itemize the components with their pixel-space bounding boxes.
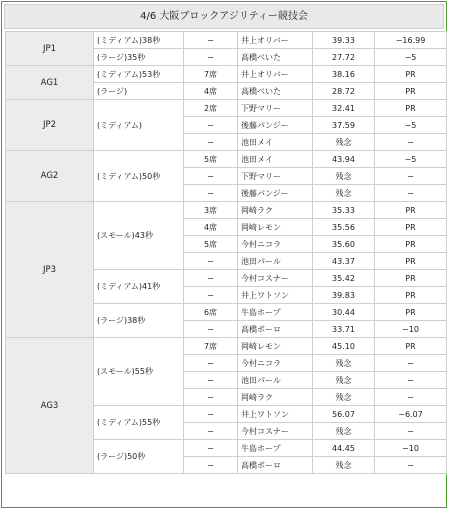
result-cell: PR bbox=[375, 270, 447, 287]
class-cell: AG3 bbox=[6, 338, 94, 474]
result-cell: PR bbox=[375, 83, 447, 100]
time-cell: 残念 bbox=[313, 168, 375, 185]
result-cell: PR bbox=[375, 66, 447, 83]
handler-cell: 井上ワトソン bbox=[238, 287, 313, 304]
time-cell: 44.45 bbox=[313, 440, 375, 457]
time-cell: 残念 bbox=[313, 389, 375, 406]
result-cell: PR bbox=[375, 219, 447, 236]
class-cell: JP1 bbox=[6, 32, 94, 66]
handler-cell: 池田パール bbox=[238, 372, 313, 389]
class-cell: AG1 bbox=[6, 66, 94, 100]
handler-cell: 今村コスナー bbox=[238, 270, 313, 287]
rank-cell: − bbox=[184, 355, 238, 372]
class-cell: AG2 bbox=[6, 151, 94, 202]
rank-cell: − bbox=[184, 287, 238, 304]
time-cell: 30.44 bbox=[313, 304, 375, 321]
time-cell: 56.07 bbox=[313, 406, 375, 423]
rank-cell: − bbox=[184, 117, 238, 134]
results-panel bbox=[1, 1, 447, 508]
rank-cell: − bbox=[184, 389, 238, 406]
condition-cell: (ラージ)50秒 bbox=[94, 440, 184, 474]
table-row bbox=[6, 66, 447, 83]
handler-cell: 岡崎ラク bbox=[238, 202, 313, 219]
time-cell: 33.71 bbox=[313, 321, 375, 338]
rank-cell: − bbox=[184, 253, 238, 270]
handler-cell: 岡崎レモン bbox=[238, 219, 313, 236]
rank-cell: 6席 bbox=[184, 304, 238, 321]
rank-cell: − bbox=[184, 32, 238, 49]
rank-cell: − bbox=[184, 168, 238, 185]
rank-cell: − bbox=[184, 270, 238, 287]
time-cell: 45.10 bbox=[313, 338, 375, 355]
handler-cell: 下野マリー bbox=[238, 100, 313, 117]
time-cell: 残念 bbox=[313, 372, 375, 389]
condition-cell: (ミディアム)53秒 bbox=[94, 66, 184, 83]
handler-cell: 牛島ホープ bbox=[238, 304, 313, 321]
table-row bbox=[6, 202, 447, 219]
rank-cell: 2席 bbox=[184, 100, 238, 117]
rank-cell: − bbox=[184, 440, 238, 457]
handler-cell: 高橋ベいた bbox=[238, 49, 313, 66]
time-cell: 残念 bbox=[313, 423, 375, 440]
class-cell: JP3 bbox=[6, 202, 94, 338]
rank-cell: − bbox=[184, 423, 238, 440]
time-cell: 35.60 bbox=[313, 236, 375, 253]
result-cell: PR bbox=[375, 100, 447, 117]
rank-cell: − bbox=[184, 457, 238, 474]
time-cell: 35.33 bbox=[313, 202, 375, 219]
result-cell: − bbox=[375, 457, 447, 474]
table-row bbox=[6, 338, 447, 355]
condition-cell: (ミディアム)50秒 bbox=[94, 151, 184, 202]
result-cell: − bbox=[375, 134, 447, 151]
handler-cell: 今村ニコラ bbox=[238, 355, 313, 372]
result-cell: PR bbox=[375, 202, 447, 219]
result-cell: − bbox=[375, 389, 447, 406]
rank-cell: − bbox=[184, 134, 238, 151]
time-cell: 39.33 bbox=[313, 32, 375, 49]
result-cell: − bbox=[375, 372, 447, 389]
time-cell: 28.72 bbox=[313, 83, 375, 100]
rank-cell: 7席 bbox=[184, 338, 238, 355]
handler-cell: 後藤パンジー bbox=[238, 117, 313, 134]
result-cell: PR bbox=[375, 287, 447, 304]
condition-cell: (ミディアム)41秒 bbox=[94, 270, 184, 304]
table-row bbox=[6, 100, 447, 117]
table-row bbox=[6, 151, 447, 168]
result-cell: PR bbox=[375, 236, 447, 253]
rank-cell: 5席 bbox=[184, 236, 238, 253]
condition-cell: (ミディアム)55秒 bbox=[94, 406, 184, 440]
result-cell: − bbox=[375, 185, 447, 202]
result-cell: −10 bbox=[375, 440, 447, 457]
handler-cell: 今村コスナー bbox=[238, 423, 313, 440]
result-cell: −5 bbox=[375, 49, 447, 66]
result-cell: −16.99 bbox=[375, 32, 447, 49]
handler-cell: 高橋ポーロ bbox=[238, 321, 313, 338]
handler-cell: 牛島ホープ bbox=[238, 440, 313, 457]
time-cell: 35.42 bbox=[313, 270, 375, 287]
time-cell: 43.94 bbox=[313, 151, 375, 168]
condition-cell: (ラージ) bbox=[94, 83, 184, 100]
condition-cell: (スモール)55秒 bbox=[94, 338, 184, 406]
rank-cell: 3席 bbox=[184, 202, 238, 219]
rank-cell: − bbox=[184, 321, 238, 338]
result-cell: PR bbox=[375, 304, 447, 321]
rank-cell: 4席 bbox=[184, 83, 238, 100]
rank-cell: 7席 bbox=[184, 66, 238, 83]
handler-cell: 井上オリバー bbox=[238, 66, 313, 83]
result-cell: PR bbox=[375, 253, 447, 270]
handler-cell: 池田パール bbox=[238, 253, 313, 270]
condition-cell: (ミディアム) bbox=[94, 100, 184, 151]
result-cell: − bbox=[375, 423, 447, 440]
time-cell: 37.59 bbox=[313, 117, 375, 134]
time-cell: 残念 bbox=[313, 134, 375, 151]
time-cell: 32.41 bbox=[313, 100, 375, 117]
result-cell: −5 bbox=[375, 151, 447, 168]
handler-cell: 池田メイ bbox=[238, 134, 313, 151]
table-row bbox=[6, 32, 447, 49]
rank-cell: − bbox=[184, 372, 238, 389]
result-cell: PR bbox=[375, 338, 447, 355]
time-cell: 39.83 bbox=[313, 287, 375, 304]
handler-cell: 高橋ポーロ bbox=[238, 457, 313, 474]
time-cell: 43.37 bbox=[313, 253, 375, 270]
rank-cell: − bbox=[184, 185, 238, 202]
result-cell: −5 bbox=[375, 117, 447, 134]
condition-cell: (ラージ)38秒 bbox=[94, 304, 184, 338]
result-cell: −10 bbox=[375, 321, 447, 338]
result-cell: −6.07 bbox=[375, 406, 447, 423]
time-cell: 残念 bbox=[313, 355, 375, 372]
result-cell: − bbox=[375, 168, 447, 185]
rank-cell: 4席 bbox=[184, 219, 238, 236]
handler-cell: 下野マリー bbox=[238, 168, 313, 185]
class-cell: JP2 bbox=[6, 100, 94, 151]
rank-cell: − bbox=[184, 49, 238, 66]
handler-cell: 高橋ベいた bbox=[238, 83, 313, 100]
handler-cell: 岡崎ラク bbox=[238, 389, 313, 406]
results-table bbox=[5, 31, 447, 474]
time-cell: 残念 bbox=[313, 457, 375, 474]
time-cell: 38.16 bbox=[313, 66, 375, 83]
handler-cell: 後藤パンジー bbox=[238, 185, 313, 202]
result-cell: − bbox=[375, 355, 447, 372]
handler-cell: 岡崎レモン bbox=[238, 338, 313, 355]
condition-cell: (スモール)43秒 bbox=[94, 202, 184, 270]
rank-cell: − bbox=[184, 406, 238, 423]
time-cell: 35.56 bbox=[313, 219, 375, 236]
page-title: 4/6 大阪ブロックアジリティー競技会 bbox=[4, 4, 444, 29]
handler-cell: 池田メイ bbox=[238, 151, 313, 168]
condition-cell: (ミディアム)38秒 bbox=[94, 32, 184, 49]
handler-cell: 井上オリバー bbox=[238, 32, 313, 49]
rank-cell: 5席 bbox=[184, 151, 238, 168]
condition-cell: (ラージ)35秒 bbox=[94, 49, 184, 66]
handler-cell: 今村ニコラ bbox=[238, 236, 313, 253]
time-cell: 残念 bbox=[313, 185, 375, 202]
time-cell: 27.72 bbox=[313, 49, 375, 66]
handler-cell: 井上ワトソン bbox=[238, 406, 313, 423]
